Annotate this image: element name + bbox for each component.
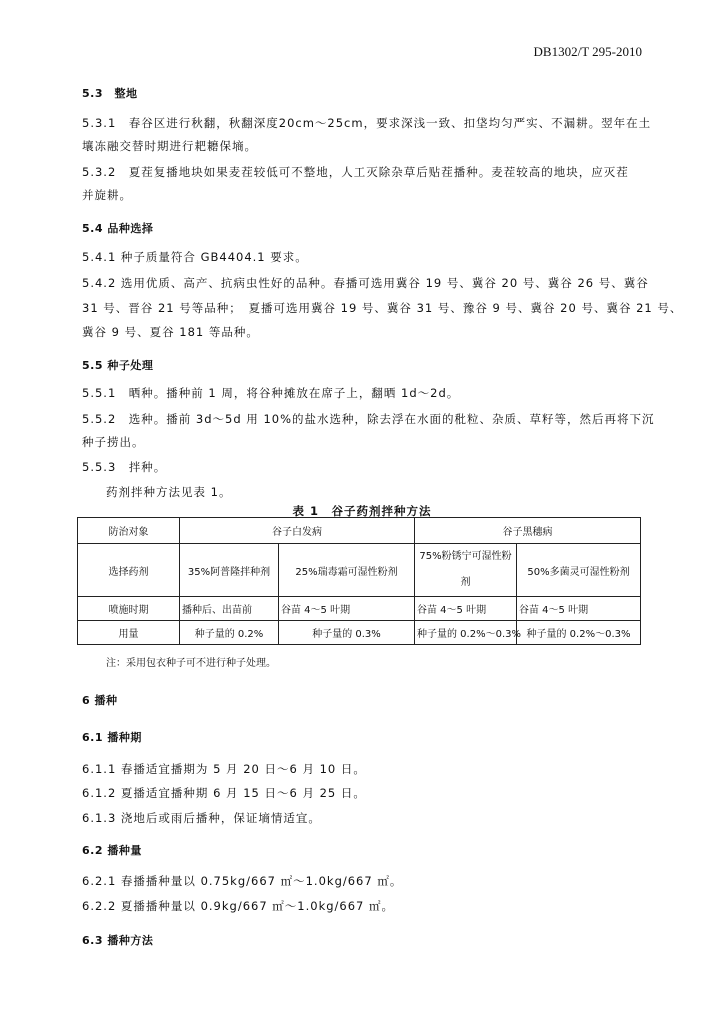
table-row-period xyxy=(78,597,641,621)
para-5-5-3: 5.5.3 拌种。 xyxy=(82,460,167,474)
para-6-1-2: 6.1.2 夏播适宜播种期 6 月 15 日～6 月 25 日。 xyxy=(82,786,366,800)
row-label-dose: 用量 xyxy=(78,621,180,645)
para-5-4-1: 5.4.1 种子质量符合 GB4404.1 要求。 xyxy=(82,250,308,264)
agent-cell-4: 50%多菌灵可湿性粉剂 xyxy=(517,544,641,597)
para-5-4-2-line3: 冀谷 9 号、夏谷 181 等品种。 xyxy=(82,325,259,339)
para-5-3-2-line1: 5.3.2 夏茬复播地块如果麦茬较低可不整地，人工灭除杂草后贴茬播种。麦茬较高的地块，应灭茬 xyxy=(82,165,629,179)
table-row-agent xyxy=(78,544,641,597)
row-label-agent: 选择药剂 xyxy=(78,544,180,597)
para-5-3-1-line2: 壤冻融交替时期进行耙耱保墒。 xyxy=(82,139,257,153)
section-5-4-heading: 5.4 品种选择 xyxy=(82,222,154,235)
section-6-3-heading: 6.3 播种方法 xyxy=(82,934,154,947)
agent-cell-2: 25%瑞毒霜可湿性粉剂 xyxy=(279,544,415,597)
section-5-3-heading: 5.3 整地 xyxy=(82,87,138,100)
agent-cell-1: 35%阿普隆拌种剂 xyxy=(180,544,279,597)
table-header-row xyxy=(78,518,641,544)
para-6-2-2: 6.2.2 夏播播种量以 0.9kg/667 ㎡～1.0kg/667 ㎡。 xyxy=(82,899,395,913)
dose-cell-4: 种子量的 0.2%～0.3% xyxy=(517,621,641,645)
seed-treatment-table xyxy=(77,517,641,645)
period-cell-2: 谷苗 4～5 叶期 xyxy=(279,597,415,621)
table-note: 注：采用包衣种子可不进行种子处理。 xyxy=(106,658,276,669)
agent-cell-3-line2: 剂 xyxy=(460,577,471,588)
table-caption: 表 1 谷子药剂拌种方法 xyxy=(292,504,432,518)
period-cell-3: 谷苗 4～5 叶期 xyxy=(415,597,517,621)
para-6-1-1: 6.1.1 春播适宜播期为 5 月 20 日～6 月 10 日。 xyxy=(82,762,366,776)
para-5-3-2-line2: 并旋耕。 xyxy=(82,188,132,202)
para-6-2-1: 6.2.1 春播播种量以 0.75kg/667 ㎡～1.0kg/667 ㎡。 xyxy=(82,874,403,888)
dose-cell-3: 种子量的 0.2%～0.3% xyxy=(415,621,517,645)
period-cell-4: 谷苗 4～5 叶期 xyxy=(517,597,641,621)
para-5-3-1-line1: 5.3.1 春谷区进行秋翻，秋翻深度20cm～25cm，要求深浅一致、扣垡均匀严实、不漏耕。翌年在土 xyxy=(82,116,652,130)
agent-cell-3 xyxy=(415,544,517,597)
row-label-period: 喷施时期 xyxy=(78,597,180,621)
para-5-4-2-line2: 31 号、晋谷 21 号等品种； 夏播可选用冀谷 19 号、冀谷 31 号、豫谷 9 号、冀谷 20 号、冀谷 21 号、 xyxy=(82,301,683,315)
table-row-dose xyxy=(78,621,641,645)
col-header-disease-2: 谷子黑穗病 xyxy=(415,518,641,544)
agent-cell-3-line1: 75%粉锈宁可湿性粉 xyxy=(419,551,512,562)
section-6-heading: 6 播种 xyxy=(82,694,118,707)
standard-number: DB1302/T 295-2010 xyxy=(533,44,642,59)
dose-cell-1: 种子量的 0.2% xyxy=(180,621,279,645)
col-header-disease-1: 谷子白发病 xyxy=(180,518,415,544)
dose-cell-2: 种子量的 0.3% xyxy=(279,621,415,645)
section-6-2-heading: 6.2 播种量 xyxy=(82,844,142,857)
para-5-4-2-line1: 5.4.2 选用优质、高产、抗病虫性好的品种。春播可选用冀谷 19 号、冀谷 20 号、冀谷 26 号、冀谷 xyxy=(82,276,649,290)
para-5-5-1: 5.5.1 晒种。播种前 1 周，将谷种摊放在席子上，翻晒 1d～2d。 xyxy=(82,386,460,400)
para-table-reference: 药剂拌种方法见表 1。 xyxy=(106,485,232,499)
section-5-5-heading: 5.5 种子处理 xyxy=(82,359,154,372)
para-5-5-2-line1: 5.5.2 选种。播前 3d～5d 用 10%的盐水选种，除去浮在水面的秕粒、杂质、草籽等，然后再将下沉 xyxy=(82,412,655,426)
period-cell-1: 播种后、出苗前 xyxy=(180,597,279,621)
para-6-1-3: 6.1.3 浇地后或雨后播种，保证墒情适宜。 xyxy=(82,811,321,825)
para-5-5-2-line2: 种子捞出。 xyxy=(82,435,145,449)
col-header-target: 防治对象 xyxy=(78,518,180,544)
section-6-1-heading: 6.1 播种期 xyxy=(82,731,142,744)
